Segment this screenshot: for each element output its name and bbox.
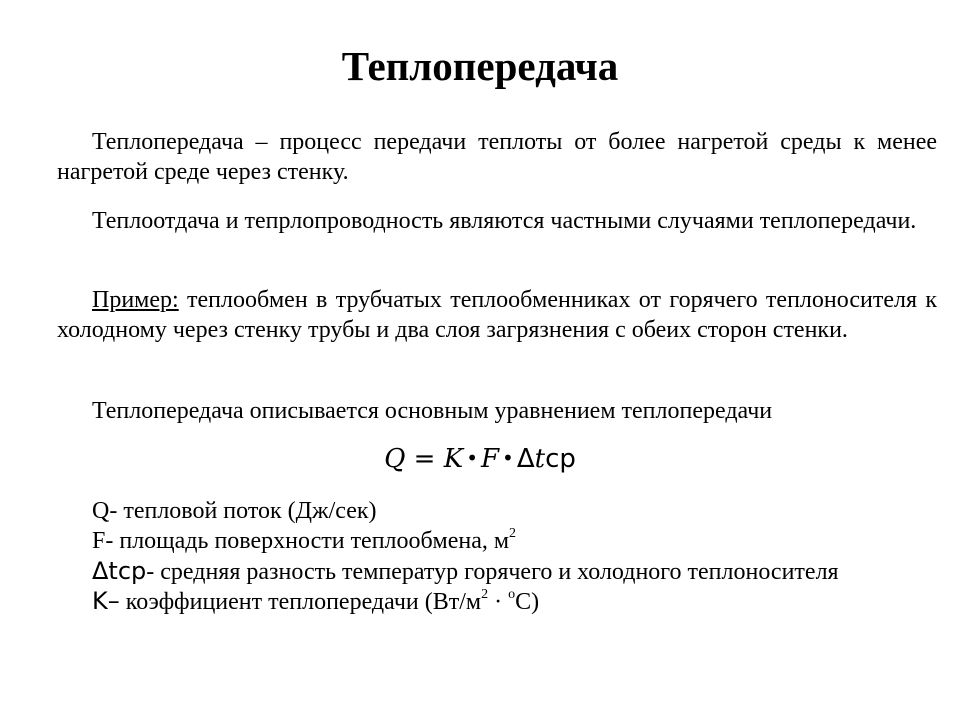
definition-degree: o bbox=[508, 587, 516, 602]
formula-equals: = bbox=[405, 444, 444, 474]
paragraph-special-cases: Теплоотдача и тепрлопроводность являются частными случаями теплопередачи. bbox=[92, 208, 917, 234]
definition-sup: 2 bbox=[509, 526, 517, 541]
definition-text: средняя разность температур горячего и холодного теплоносителя bbox=[154, 559, 839, 585]
heat-transfer-equation bbox=[0, 444, 960, 475]
formula-delta: Δ bbox=[516, 444, 535, 474]
definition-text: тепловой поток (Дж/сек) bbox=[117, 498, 377, 524]
definition-delta-t bbox=[92, 556, 952, 586]
formula-f: F bbox=[480, 444, 500, 474]
definitions-list bbox=[92, 496, 952, 616]
paragraph-example bbox=[57, 285, 937, 345]
formula-q: Q bbox=[384, 444, 406, 474]
formula-dot-1: • bbox=[466, 446, 478, 470]
paragraph-equation-intro: Теплопередача описывается основным уравнением теплопередачи bbox=[92, 398, 773, 424]
formula-subscript-sr: ср bbox=[545, 444, 576, 474]
definition-symbol: K– bbox=[92, 587, 120, 615]
definition-q bbox=[92, 496, 952, 526]
definition-f bbox=[92, 526, 952, 556]
definition-k bbox=[92, 586, 952, 616]
definition-text: площадь поверхности теплообмена, м bbox=[113, 528, 510, 554]
definition-symbol: Q- bbox=[92, 498, 118, 524]
definition-symbol: F- bbox=[92, 528, 114, 554]
definition-symbol: Δtср bbox=[92, 557, 147, 585]
paragraph-definition: Теплопередача – процесс передачи теплоты от более нагретой среды к менее нагретой среде через стенку. bbox=[57, 129, 937, 185]
formula-k: K bbox=[443, 444, 464, 474]
definition-text-end: С) bbox=[515, 589, 540, 615]
definition-symbol-suffix: - bbox=[146, 559, 155, 585]
formula-dot-2: • bbox=[502, 446, 514, 470]
slide-title: Теплопередача bbox=[341, 43, 619, 89]
formula-t: t bbox=[534, 444, 546, 474]
example-label: Пример: bbox=[92, 287, 179, 313]
example-text: теплообмен в трубчатых теплообменниках от горячего теплоносителя к холодному через стенку трубы и два слоя загрязнения с обеих сторон стенки. bbox=[57, 287, 937, 343]
definition-text-mid: · bbox=[488, 589, 509, 615]
definition-text: коэффициент теплопередачи (Вт/м bbox=[119, 589, 482, 615]
definition-sup: 2 bbox=[481, 587, 489, 602]
